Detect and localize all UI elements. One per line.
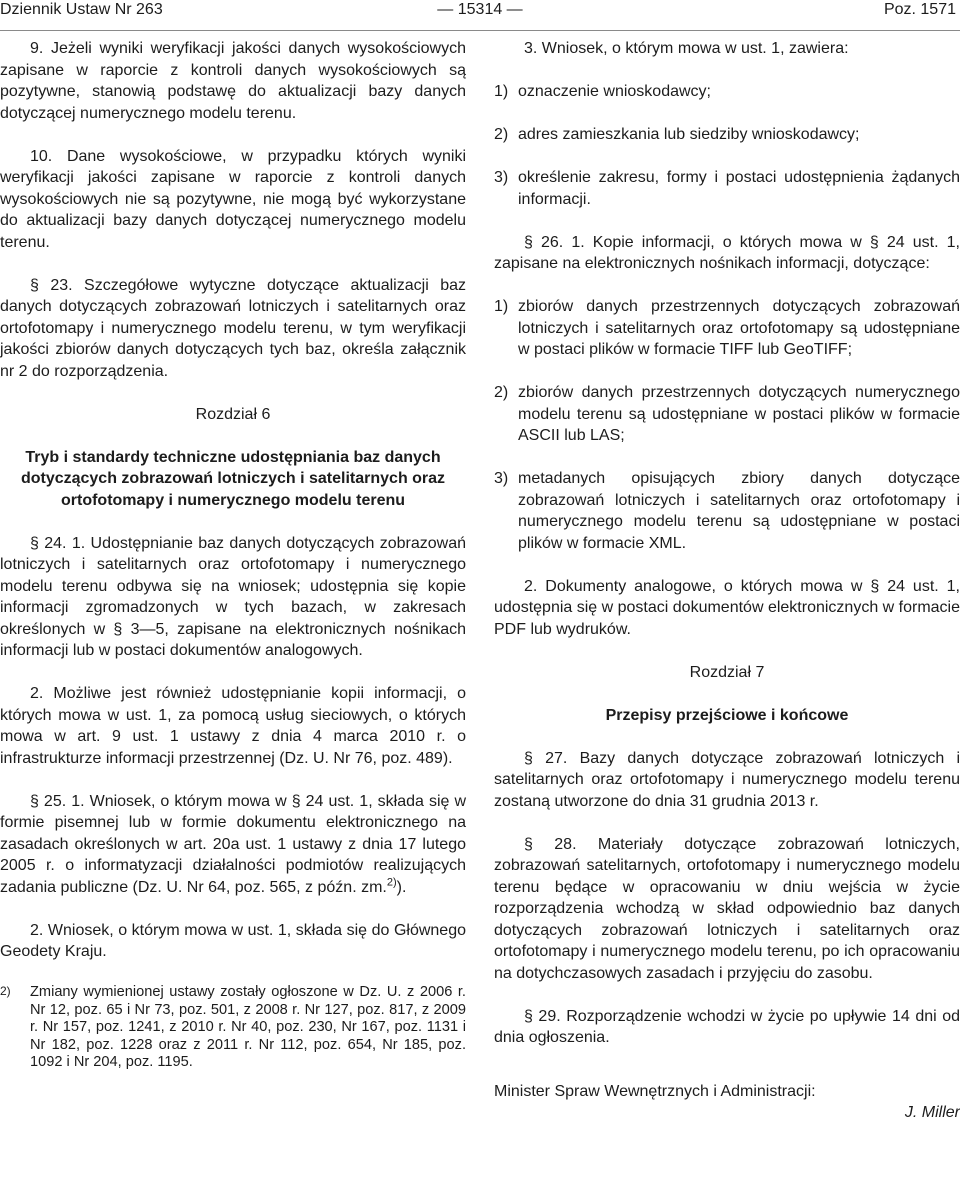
- paragraph-10: 10. Dane wysokościowe, w przypadku których wyniki weryfikacji jakości zapisane w raporcie z kontroli danych wysokościowych nie są pozytywne, nie mogą być wykorzystane do aktualizacji bazy danych dotyczącej numerycznego modelu terenu.: [0, 147, 466, 251]
- section-29: § 29. Rozporządzenie wchodzi w życie po upływie 14 dni od dnia ogłoszenia.: [494, 1007, 960, 1046]
- header-rule: [0, 30, 960, 31]
- chapter-7-heading: Rozdział 7: [689, 663, 765, 681]
- list-item: [494, 167, 960, 210]
- chapter-6-heading: Rozdział 6: [195, 405, 271, 423]
- list-item: [494, 296, 960, 361]
- section-26-2: 2. Dokumenty analogowe, o których mowa w § 24 ust. 1, udostępnia się w postaci dokumentów elektronicznych w formacie PDF lub wydruków.: [494, 577, 960, 638]
- left-column: [0, 38, 466, 1072]
- chapter-7-title: Przepisy przejściowe i końcowe: [605, 706, 849, 724]
- section-25-2: 2. Wniosek, o którym mowa w ust. 1, składa się do Głównego Geodety Kraju.: [0, 921, 466, 960]
- footnote: [0, 984, 466, 1072]
- list-item-number: 1): [494, 83, 509, 100]
- list-item-number: 3): [494, 169, 509, 186]
- paragraph-9: 9. Jeżeli wyniki weryfikacji jakości danych wysokościowych zapisane w raporcie z kontroli danych wysokościowych są pozytywne, stanowią podstawę do aktualizacji bazy danych dotyczącej numerycznego modelu terenu.: [0, 40, 466, 122]
- section-24-2: 2. Możliwe jest również udostępnianie kopii informacji, o których mowa w ust. 1, za pomocą usług sieciowych, o których mowa w art. 9 ust. 1 ustawy z dnia 4 marca 2010 r. o infrastrukturze informacji przestrzennej (Dz. U. Nr 76, poz. 489).: [0, 685, 466, 767]
- section-25-1: [0, 791, 466, 899]
- section-23: § 23. Szczegółowe wytyczne dotyczące aktualizacji baz danych dotyczących zobrazowań lotniczych i satelitarnych oraz ortofotomapy i numerycznego modelu terenu, w tym weryfikacji jakości zbiorów danych dotyczących tych baz, określa załącznik nr 2 do rozporządzenia.: [0, 276, 466, 380]
- section-27: § 27. Bazy danych dotyczące zobrazowań lotniczych i satelitarnych oraz ortofotomapy i numerycznego modelu terenu zostaną utworzone do dnia 31 grudnia 2013 r.: [494, 749, 960, 810]
- footnote-mark: 2): [0, 984, 11, 998]
- journal-title: Dziennik Ustaw Nr 263: [0, 1, 163, 18]
- page-number: — 15314 —: [437, 1, 523, 18]
- right-column: [494, 38, 960, 1124]
- section-26-1: § 26. 1. Kopie informacji, o których mowa w § 24 ust. 1, zapisane na elektronicznych nośnikach informacji, dotyczące:: [494, 233, 960, 272]
- list-item-number: 3): [494, 470, 509, 487]
- chapter-6-title: Tryb i standardy techniczne udostępniania baz danych dotyczących zobrazowań lotniczych i satelitarnych oraz ortofotomapy i numerycznego modelu terenu: [20, 448, 446, 509]
- section-25-3: 3. Wniosek, o którym mowa w ust. 1, zawiera:: [524, 40, 849, 57]
- list-item-number: 2): [494, 384, 509, 401]
- footnote-text: Zmiany wymienionej ustawy zostały ogłoszone w Dz. U. z 2006 r. Nr 12, poz. 65 i Nr 73, poz. 501, z 2008 r. Nr 127, poz. 817, z 2009 r. Nr 157, poz. 1241, z 2010 r. Nr 40, poz. 230, Nr 167, poz. 1131 i Nr 182, poz. 1228 oraz z 2011 r. Nr 112, poz. 654, Nr 185, poz. 1092 i Nr 204, poz. 1195.: [30, 984, 466, 1070]
- list-item: [494, 468, 960, 554]
- section-28: § 28. Materiały dotyczące zobrazowań lotniczych, zobrazowań satelitarnych, ortofotomapy i numerycznego modelu terenu będące w opracowaniu w dniu wejścia w życie rozporządzenia wchodzą w skład odpowiednio baz danych dotyczących zobrazowań lotniczych i satelitarnych oraz ortofotomapy i numerycznego modelu terenu, po ich opracowaniu na dotychczasowych zasadach i przyjęciu do zasobu.: [494, 835, 960, 982]
- list-item-number: 2): [494, 126, 509, 143]
- section-24-1: § 24. 1. Udostępnianie baz danych dotyczących zobrazowań lotniczych i satelitarnych oraz ortofotomapy i numerycznego modelu terenu odbywa się na wniosek; udostępnia się kopie informacji zgromadzonych w tych bazach, w zakresach określonych w § 3—5, zapisane na elektronicznych nośnikach informacji lub w postaci dokumentów analogowych.: [0, 534, 466, 659]
- list-item-text: oznaczenie wnioskodawcy;: [518, 83, 711, 100]
- list-item: [494, 81, 960, 103]
- position-number: Poz. 1571: [883, 1, 956, 18]
- signature-name: J. Miller: [904, 1104, 960, 1121]
- list-item: [494, 382, 960, 447]
- list-item-text: określenie zakresu, formy i postaci udostępnienia żądanych informacji.: [518, 169, 960, 208]
- list-item-text: zbiorów danych przestrzennych dotyczących numerycznego modelu terenu są udostępniane w postaci plików w formacie ASCII lub LAS;: [518, 384, 960, 444]
- list-item-number: 1): [494, 298, 509, 315]
- list-item: [494, 124, 960, 146]
- signature-organization: Minister Spraw Wewnętrznych i Administracji:: [494, 1082, 816, 1100]
- list-item-text: metadanych opisujących zbiory danych dotyczące zobrazowań lotniczych i satelitarnych oraz ortofotomapy i numerycznego modelu terenu są udostępniane w postaci plików w formacie XML.: [518, 470, 960, 552]
- list-item-text: adres zamieszkania lub siedziby wnioskodawcy;: [518, 126, 860, 143]
- list-item-text: zbiorów danych przestrzennych dotyczących zobrazowań lotniczych i satelitarnych oraz ortofotomapy są udostępniane w postaci plików w formacie TIFF lub GeoTIFF;: [518, 298, 960, 358]
- section-25-1-text: § 25. 1. Wniosek, o którym mowa w § 24 ust. 1, składa się w formie pisemnej lub w formie dokumentu elektronicznego na zasadach określonych w art. 20a ust. 1 ustawy z dnia 17 lutego 2005 r. o informatyzacji działalności podmiotów realizujących zadania publiczne (Dz. U. Nr 64, poz. 565, z późn. zm.: [0, 792, 466, 896]
- footnote-ref: 2): [386, 876, 397, 889]
- section-25-1-end: ).: [396, 878, 407, 896]
